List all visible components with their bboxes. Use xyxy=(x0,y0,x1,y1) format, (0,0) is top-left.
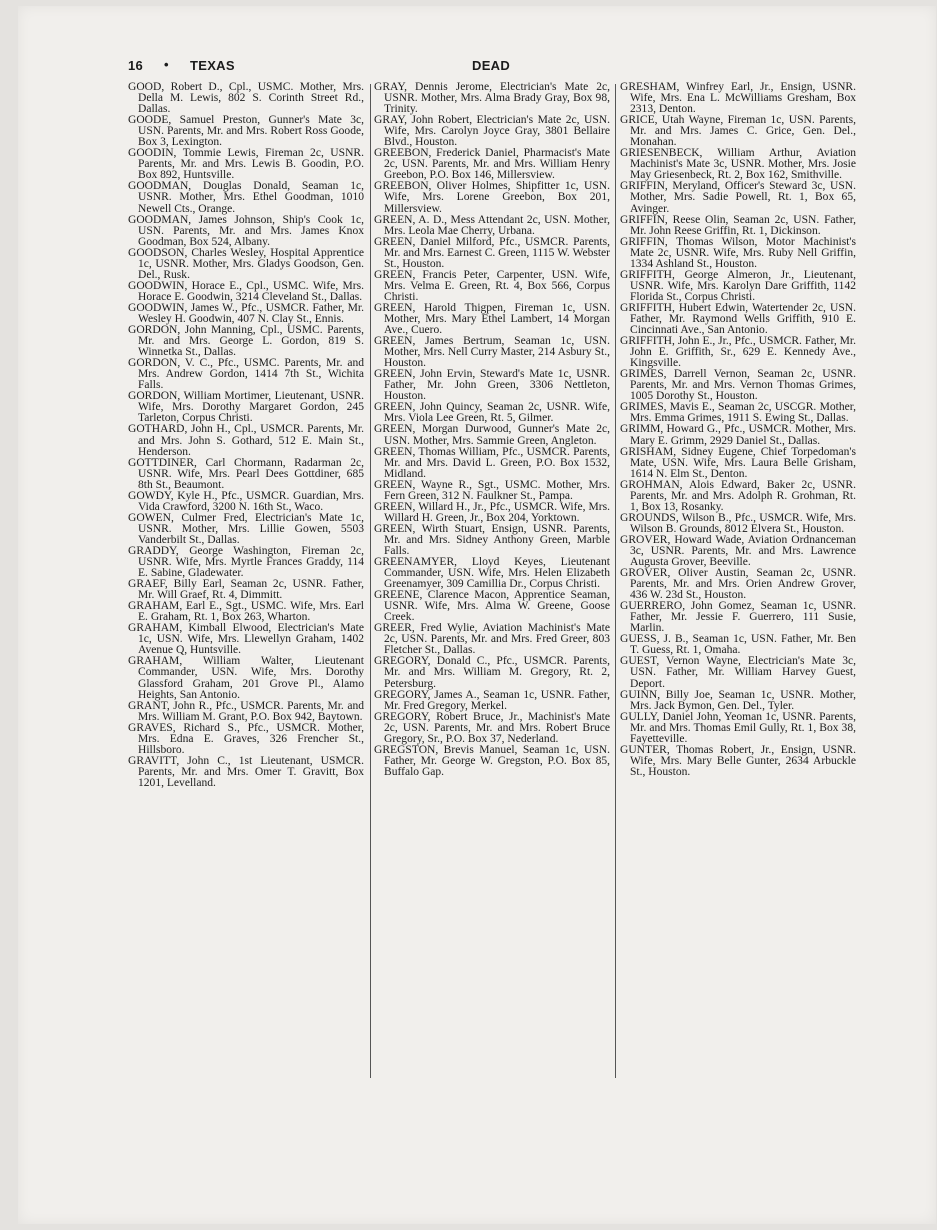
casualty-entry: GRIFFITH, Hubert Edwin, Watertender 2c, USN. Father, Mr. Raymond Wells Griffith, 910 E. Cincinnati Ave., San Antonio. xyxy=(620,301,856,337)
casualty-entry: GUESS, J. B., Seaman 1c, USN. Father, Mr. Ben T. Guess, Rt. 1, Omaha. xyxy=(620,633,856,657)
casualty-entry: GREEN, Morgan Durwood, Gunner's Mate 2c, USN. Mother, Mrs. Sammie Green, Angleton. xyxy=(374,423,610,447)
casualty-entry: GRIFFITH, George Almeron, Jr., Lieutenant, USNR. Wife, Mrs. Karolyn Dare Griffith, 1142 Florida St., Corpus Christi. xyxy=(620,268,856,303)
casualty-entry: GRAY, Dennis Jerome, Electrician's Mate 2c, USNR. Mother, Mrs. Alma Brady Gray, Box 98, Trinity. xyxy=(374,81,610,116)
casualty-entry: GOODSON, Charles Wesley, Hospital Apprentice 1c, USNR. Mother, Mrs. Gladys Goodson, Gen. Del., Rusk. xyxy=(128,246,364,281)
casualty-entry: GRAVES, Richard S., Pfc., USMCR. Mother, Mrs. Edna E. Graves, 326 Frencher St., Hillsboro. xyxy=(128,721,364,756)
casualty-entry: GREEN, John Ervin, Steward's Mate 1c, USNR. Father, Mr. John Green, 3306 Nettleton, Houston. xyxy=(374,368,610,403)
casualty-entry: GREEN, Willard H., Jr., Pfc., USMCR. Wife, Mrs. Willard H. Green, Jr., Box 204, Yorktown. xyxy=(374,500,610,524)
casualty-entry: GORDON, William Mortimer, Lieutenant, USNR. Wife, Mrs. Dorothy Margaret Gordon, 245 Tarleton, Corpus Christi. xyxy=(128,390,364,425)
casualty-entry: GOWEN, Culmer Fred, Electrician's Mate 1c, USNR. Mother, Mrs. Lillie Gowen, 5503 Vanderbilt St., Dallas. xyxy=(128,511,364,546)
casualty-entry: GREEN, John Quincy, Seaman 2c, USNR. Wife, Mrs. Viola Lee Green, Rt. 5, Gilmer. xyxy=(374,401,610,425)
casualty-entry: GREEBON, Frederick Daniel, Pharmacist's Mate 2c, USN. Parents, Mr. and Mrs. William Henry Greebon, P.O. Box 146, Millersview. xyxy=(374,147,610,182)
column-divider xyxy=(370,84,371,1078)
casualty-entry: GREER, Fred Wylie, Aviation Machinist's Mate 2c, USN. Parents, Mr. and Mrs. Fred Greer, 803 Fletcher St., Dallas. xyxy=(374,622,610,657)
column-1 xyxy=(128,82,364,789)
casualty-entry: GORDON, V. C., Pfc., USMC. Parents, Mr. and Mrs. Andrew Gordon, 1414 7th St., Wichita Falls. xyxy=(128,357,364,392)
casualty-entry: GREGORY, Robert Bruce, Jr., Machinist's Mate 2c, USN. Parents, Mr. and Mrs. Robert Bruce Gregory, Sr., P.O. Box 37, Nederland. xyxy=(374,710,610,745)
casualty-entry: GROVER, Howard Wade, Aviation Ordnanceman 3c, USNR. Parents, Mr. and Mrs. Lawrence Augusta Grover, Beeville. xyxy=(620,533,856,569)
casualty-entry: GREEN, Thomas William, Pfc., USMCR. Parents, Mr. and Mrs. David L. Green, P.O. Box 1532, Midland. xyxy=(374,445,610,480)
casualty-entry: GRADDY, George Washington, Fireman 2c, USNR. Wife, Mrs. Myrtle Frances Graddy, 114 E. Sabine, Gladewater. xyxy=(128,544,364,580)
casualty-entry: GREEN, James Bertrum, Seaman 1c, USN. Mother, Mrs. Nell Curry Master, 214 Asbury St., Houston. xyxy=(374,335,610,370)
casualty-entry: GRICE, Utah Wayne, Fireman 1c, USN. Parents, Mr. and Mrs. James C. Grice, Gen. Del., Monahan. xyxy=(620,114,856,149)
casualty-entry: GRIMM, Howard G., Pfc., USMCR. Mother, Mrs. Mary E. Grimm, 2929 Daniel St., Dallas. xyxy=(620,423,856,447)
casualty-entry: GORDON, John Manning, Cpl., USMC. Parents, Mr. and Mrs. George L. Gordon, 819 S. Winnetka St., Dallas. xyxy=(128,324,364,359)
casualty-entry: GOODMAN, James Johnson, Ship's Cook 1c, USN. Parents, Mr. and Mrs. James Knox Goodman, Box 524, Albany. xyxy=(128,213,364,248)
casualty-entry: GUERRERO, John Gomez, Seaman 1c, USNR. Father, Mr. Jessie F. Guerrero, 111 Susie, Marlin. xyxy=(620,600,856,635)
section-heading: DEAD xyxy=(472,58,511,73)
casualty-entry: GREEN, Harold Thigpen, Fireman 1c, USN. Mother, Mrs. Mary Ethel Lambert, 14 Morgan Ave., Cuero. xyxy=(374,301,610,337)
casualty-entry: GREEN, Wayne R., Sgt., USMC. Mother, Mrs. Fern Green, 312 N. Faulkner St., Pampa. xyxy=(374,478,610,502)
casualty-entry: GOODWIN, James W., Pfc., USMCR. Father, Mr. Wesley H. Goodwin, 407 N. Clay St., Ennis. xyxy=(128,301,364,325)
casualty-entry: GRANT, John R., Pfc., USMCR. Parents, Mr. and Mrs. William M. Grant, P.O. Box 942, Baytown. xyxy=(128,699,364,723)
casualty-entry: GOODWIN, Horace E., Cpl., USMC. Wife, Mrs. Horace E. Goodwin, 3214 Cleveland St., Dallas. xyxy=(128,279,364,303)
casualty-entry: GREENAMYER, Lloyd Keyes, Lieutenant Commander, USN. Wife, Mrs. Helen Elizabeth Greenamyer, 309 Camillia Dr., Corpus Christi. xyxy=(374,556,610,591)
casualty-entry: GOTTDINER, Carl Chormann, Radarman 2c, USNR. Wife, Mrs. Pearl Dees Gottdiner, 685 8th St., Beaumont. xyxy=(128,456,364,491)
casualty-entry: GRAVITT, John C., 1st Lieutenant, USMCR. Parents, Mr. and Mrs. Omer T. Gravitt, Box 1201, Levelland. xyxy=(128,754,364,789)
casualty-entry: GOWDY, Kyle H., Pfc., USMCR. Guardian, Mrs. Vida Crawford, 3200 N. 16th St., Waco. xyxy=(128,489,364,513)
column-2 xyxy=(374,82,610,778)
casualty-entry: GRIFFITH, John E., Jr., Pfc., USMCR. Father, Mr. John E. Griffith, Sr., 629 E. Kennedy Ave., Kingsville. xyxy=(620,335,856,370)
casualty-entry: GROVER, Oliver Austin, Seaman 2c, USNR. Parents, Mr. and Mrs. Orien Andrew Grover, 436 W. 23d St., Houston. xyxy=(620,567,856,602)
casualty-entry: GRESHAM, Winfrey Earl, Jr., Ensign, USNR. Wife, Mrs. Ena L. McWilliams Gresham, Box 2313, Denton. xyxy=(620,81,856,116)
column-3 xyxy=(620,82,856,778)
casualty-entry: GOTHARD, John H., Cpl., USMCR. Parents, Mr. and Mrs. John S. Gothard, 512 E. Main St., Henderson. xyxy=(128,423,364,458)
casualty-entry: GOODE, Samuel Preston, Gunner's Mate 3c, USN. Parents, Mr. and Mrs. Robert Ross Goode, Box 3, Lexington. xyxy=(128,114,364,149)
casualty-entry: GRIESENBECK, William Arthur, Aviation Machinist's Mate 3c, USNR. Mother, Mrs. Josie May Griesenbeck, Rt. 2, Box 162, Smithville. xyxy=(620,147,856,182)
casualty-entry: GRISHAM, Sidney Eugene, Chief Torpedoman's Mate, USN. Wife, Mrs. Laura Belle Grisham, 1614 N. Elm St., Denton. xyxy=(620,445,856,480)
column-divider xyxy=(615,84,616,1078)
casualty-entry: GREGSTON, Brevis Manuel, Seaman 1c, USN. Father, Mr. George W. Gregston, P.O. Box 85, Buffalo Gap. xyxy=(374,743,610,778)
casualty-entry: GREEBON, Oliver Holmes, Shipfitter 1c, USN. Wife, Mrs. Lorene Greebon, Box 201, Millersview. xyxy=(374,180,610,215)
casualty-entry: GRAHAM, Earl E., Sgt., USMC. Wife, Mrs. Earl E. Graham, Rt. 1, Box 263, Wharton. xyxy=(128,600,364,624)
casualty-entry: GROUNDS, Wilson B., Pfc., USMCR. Wife, Mrs. Wilson B. Grounds, 8012 Elvera St., Houston. xyxy=(620,511,856,535)
casualty-entry: GRAY, John Robert, Electrician's Mate 2c, USN. Wife, Mrs. Carolyn Joyce Gray, 3801 Bellaire Blvd., Houston. xyxy=(374,114,610,149)
casualty-entry: GUNTER, Thomas Robert, Jr., Ensign, USNR. Wife, Mrs. Mary Belle Gunter, 2634 Arbuckle St., Houston. xyxy=(620,743,856,778)
casualty-entry: GRIMES, Darrell Vernon, Seaman 2c, USNR. Parents, Mr. and Mrs. Vernon Thomas Grimes, 1005 Dorothy St., Houston. xyxy=(620,368,856,403)
casualty-entry: GRAHAM, William Walter, Lieutenant Commander, USN. Wife, Mrs. Dorothy Glassford Graham, 201 Grove Pl., Alamo Heights, San Antonio. xyxy=(128,655,364,701)
casualty-entry: GRIFFIN, Reese Olin, Seaman 2c, USN. Father, Mr. John Reese Griffin, Rt. 1, Dickinson. xyxy=(620,213,856,237)
columns-container xyxy=(128,82,863,1102)
casualty-entry: GREEN, Wirth Stuart, Ensign, USNR. Parents, Mr. and Mrs. Sidney Anthony Green, Marble Falls. xyxy=(374,522,610,557)
casualty-entry: GROHMAN, Alois Edward, Baker 2c, USNR. Parents, Mr. and Mrs. Adolph R. Grohman, Rt. 1, Box 13, Rosanky. xyxy=(620,478,856,513)
casualty-entry: GOODIN, Tommie Lewis, Fireman 2c, USNR. Parents, Mr. and Mrs. Lewis B. Goodin, P.O. Box 892, Huntsville. xyxy=(128,147,364,182)
casualty-entry: GRIFFIN, Thomas Wilson, Motor Machinist's Mate 2c, USNR. Wife, Mrs. Ruby Nell Griffin, 1334 Ashland St., Houston. xyxy=(620,235,856,270)
casualty-entry: GOODMAN, Douglas Donald, Seaman 1c, USNR. Mother, Mrs. Ethel Goodman, 1010 Newell Cts., Orange. xyxy=(128,180,364,215)
page-number: 16 xyxy=(128,58,144,73)
casualty-entry: GOOD, Robert D., Cpl., USMC. Mother, Mrs. Della M. Lewis, 802 S. Corinth Street Rd., Dallas. xyxy=(128,81,364,116)
casualty-entry: GULLY, Daniel John, Yeoman 1c, USNR. Parents, Mr. and Mrs. Thomas Emil Gully, Rt. 1, Box 38, Fayetteville. xyxy=(620,710,856,745)
casualty-entry: GRAEF, Billy Earl, Seaman 2c, USNR. Father, Mr. Will Graef, Rt. 4, Dimmitt. xyxy=(128,578,364,602)
state-heading: TEXAS xyxy=(190,58,235,73)
casualty-entry: GREGORY, Donald C., Pfc., USMCR. Parents, Mr. and Mrs. William M. Gregory, Rt. 2, Petersburg. xyxy=(374,655,610,690)
casualty-entry: GREEN, Francis Peter, Carpenter, USN. Wife, Mrs. Velma E. Green, Rt. 4, Box 566, Corpus Christi. xyxy=(374,268,610,303)
casualty-entry: GREEN, A. D., Mess Attendant 2c, USN. Mother, Mrs. Leola Mae Cherry, Urbana. xyxy=(374,213,610,237)
casualty-entry: GUINN, Billy Joe, Seaman 1c, USNR. Mother, Mrs. Jack Bymon, Gen. Del., Tyler. xyxy=(620,688,856,712)
casualty-entry: GRIFFIN, Meryland, Officer's Steward 3c, USN. Mother, Mrs. Sadie Powell, Rt. 1, Box 65, Avinger. xyxy=(620,180,856,215)
casualty-entry: GREEN, Daniel Milford, Pfc., USMCR. Parents, Mr. and Mrs. Earnest C. Green, 1115 W. Webster St., Houston. xyxy=(374,235,611,270)
casualty-entry: GREENE, Clarence Macon, Apprentice Seaman, USNR. Wife, Mrs. Alma W. Greene, Goose Creek. xyxy=(374,589,610,624)
casualty-entry: GUEST, Vernon Wayne, Electrician's Mate 3c, USN. Father, Mr. William Harvey Guest, Deport. xyxy=(620,655,856,690)
page-header xyxy=(128,58,863,76)
casualty-entry: GRIMES, Mavis E., Seaman 2c, USCGR. Mother, Mrs. Emma Grimes, 1911 S. Ewing St., Dallas. xyxy=(620,401,856,425)
bullet-icon: • xyxy=(164,57,169,72)
casualty-entry: GREGORY, James A., Seaman 1c, USNR. Father, Mr. Fred Gregory, Merkel. xyxy=(374,688,610,712)
casualty-entry: GRAHAM, Kimball Elwood, Electrician's Mate 1c, USN. Wife, Mrs. Llewellyn Graham, 1402 Avenue Q, Huntsville. xyxy=(128,622,364,657)
